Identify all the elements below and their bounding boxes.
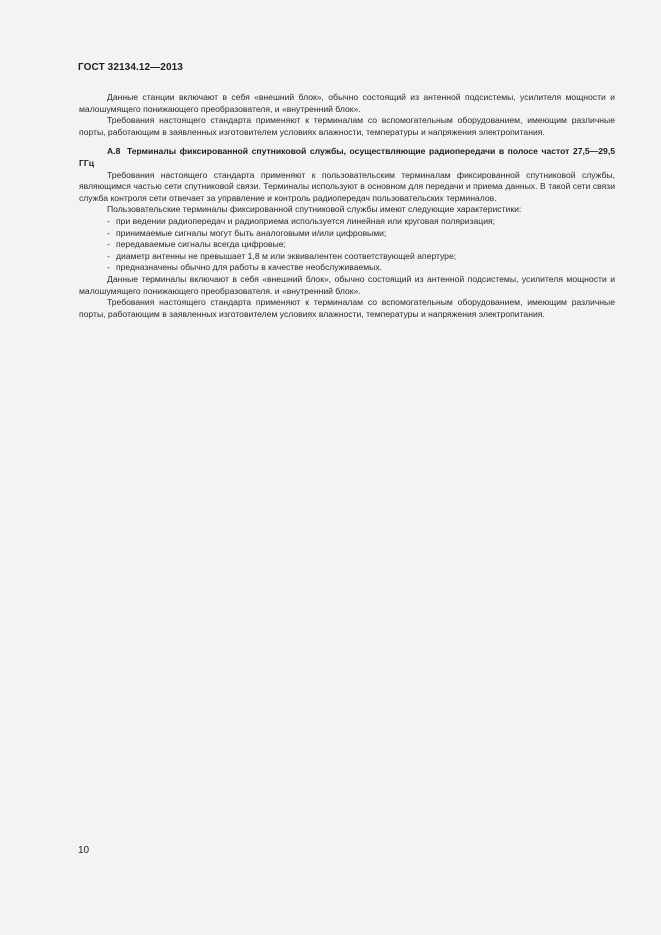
list-item [79, 251, 615, 263]
list-item-text: при ведении радиопередач и радиоприема используется линейная или круговая поляризация; [116, 215, 496, 226]
list-dash: - [107, 239, 110, 250]
page-number: 10 [78, 845, 90, 856]
section-heading [79, 146, 615, 169]
list-item-text: принимаемые сигналы могут быть аналоговыми и/или цифровыми; [116, 227, 387, 238]
document-body [79, 92, 615, 320]
standard-code-header: ГОСТ 32134.12—2013 [78, 62, 183, 73]
list-item [79, 262, 615, 274]
list-item [79, 239, 615, 251]
paragraph: Требования настоящего стандарта применяют к терминалам со вспомогательным оборудованием, имеющим различные порты, работающим в заявленных изготовителем условиях влажности, температуры и напряжения электропитания. [79, 115, 615, 137]
list-item-text: передаваемые сигналы всегда цифровые; [116, 239, 286, 250]
section-number: А.8 [107, 146, 121, 157]
paragraph: Данные терминалы включают в себя «внешний блок», обычно состоящий из антенной подсистемы, усилителя мощности и малошумящего понижающего преобразователя. и «внутренний блок». [79, 273, 615, 296]
section-title: Терминалы фиксированной спутниковой службы, осуществляющие радиопередачи в полосе частот 27,5—29,5 ГГц [79, 146, 615, 168]
list-dash: - [107, 262, 110, 273]
paragraph: Пользовательские терминалы фиксированной спутниковой службы имеют следующие характеристики: [107, 204, 522, 215]
list-dash: - [107, 250, 110, 261]
paragraph: Данные станции включают в себя «внешний блок», обычно состоящий из антенной подсистемы, усилителя мощности и малошумящего понижающего преобразователя, и «внутренний блок». [79, 92, 615, 114]
paragraph: Требования настоящего стандарта применяют к терминалам со вспомогательным оборудованием, имеющим различные порты, работающим в заявленных изготовителем условиях влажности, температуры и напряжения электропитания. [79, 297, 615, 319]
list-item [79, 228, 615, 240]
list-dash: - [107, 227, 110, 238]
list-item-text: диаметр антенны не превышает 1,8 м или эквивалентен соответствующей апертуре; [116, 250, 457, 261]
list-item [79, 216, 615, 228]
list-dash: - [107, 215, 110, 226]
paragraph: Требования настоящего стандарта применяют к пользовательским терминалам фиксированной спутниковой службы, являющимся частью сети спутниковой связи. Терминалы используют в основном для передачи и приема данных. В такой сети связи служба контроля сети отвечает за управление и контроль радиопередач пользовательских терминалов. [79, 169, 615, 203]
characteristics-list [79, 216, 615, 274]
list-item-text: предназначены обычно для работы в качестве необслуживаемых. [116, 262, 383, 273]
